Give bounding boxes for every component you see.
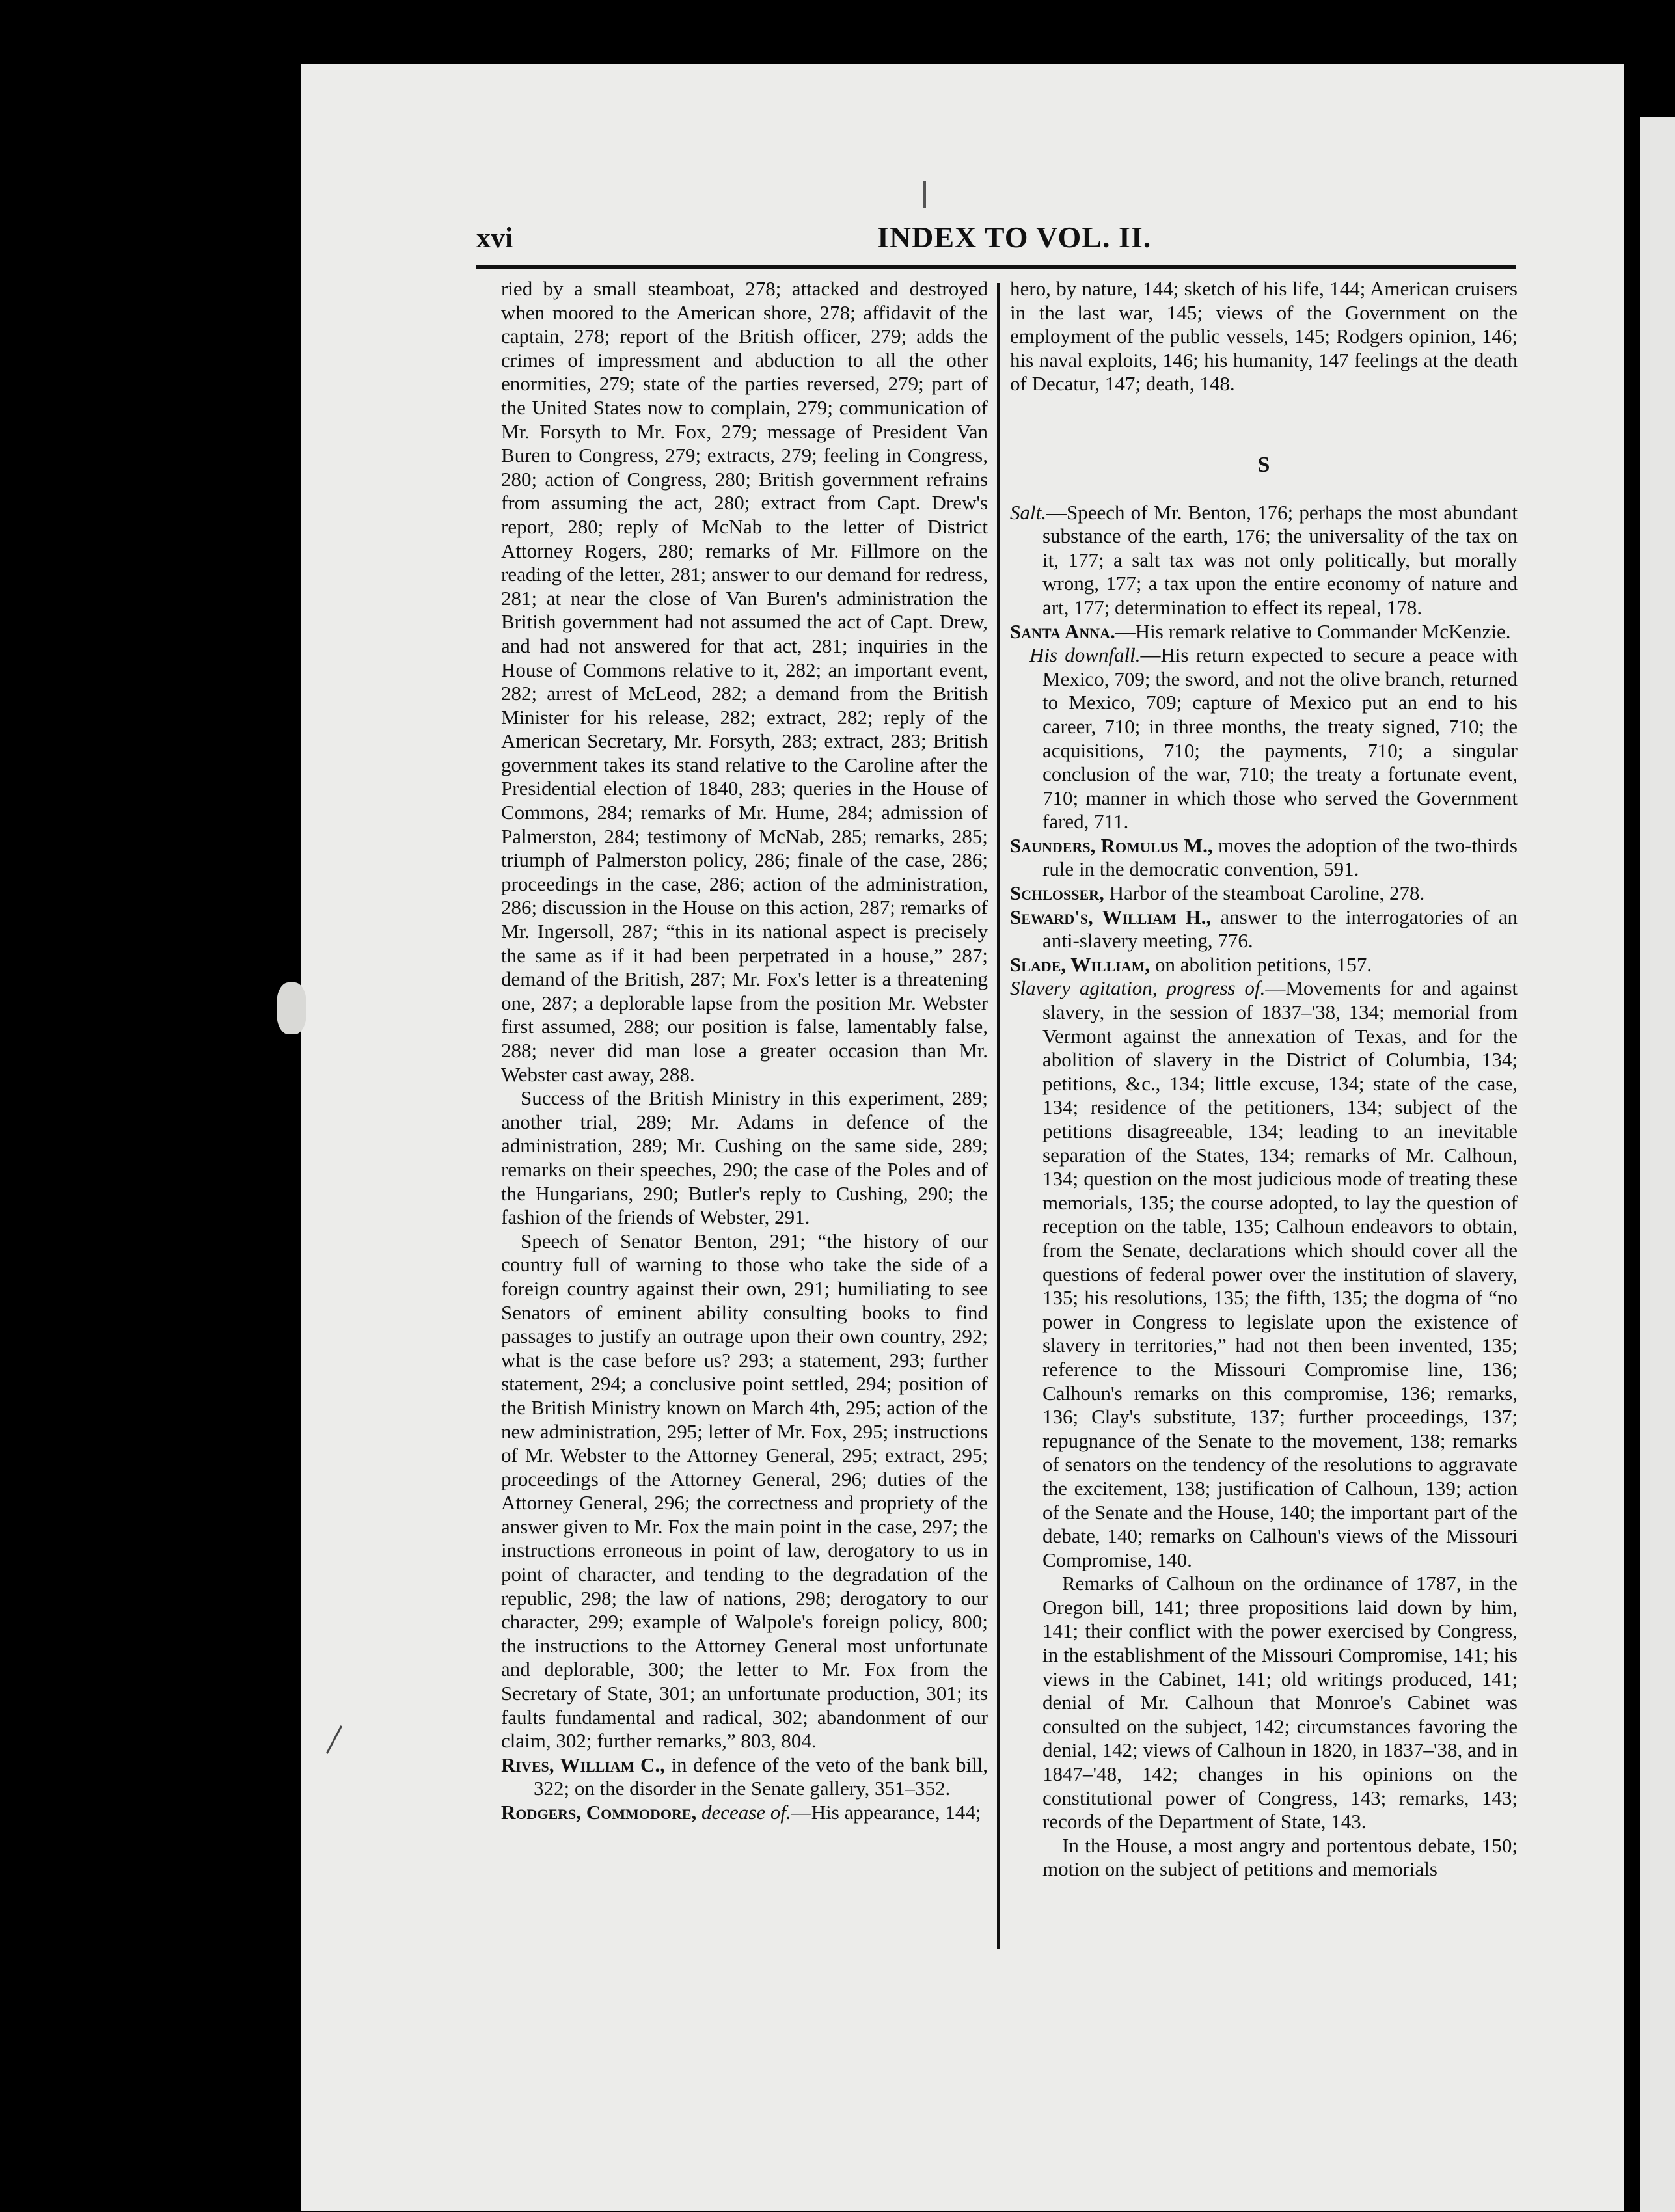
index-entry-slavery — [1010, 977, 1518, 1572]
entry-body: —His appearance, 144; — [791, 1801, 981, 1824]
entry-heading: His downfall. — [1029, 643, 1141, 667]
entry-body: —His return expected to secure a peace with Mexico, 709; the sword, and not the olive branch, returned to Mexico, 709; capture of Mexico put an end to his career, 710; in three months, the treaty signed, 710; the acquisitions, 710; the payments, 710; a singular conclusion of the war, 710; the treaty a fortunate event, 710; manner in which those who served the Government fared, 711. — [1042, 643, 1518, 833]
index-entry-slade — [1010, 953, 1518, 977]
entry-subheading: decease of. — [696, 1801, 791, 1824]
entry-body: on abolition petitions, 157. — [1150, 952, 1372, 976]
entry-heading: Slavery agitation, progress of. — [1010, 977, 1266, 1000]
entry-heading: Saunders, Romulus M., — [1010, 833, 1213, 857]
index-paragraph-speech: Speech of Senator Benton, 291; “the history of our country full of warning to those who take the side of a foreign country against their own, 291; humiliating to see Senators of eminent ability consulting books to find passages to justify an outrage upon their own country, 292; what is the case before us? 293; a statement, 293; further statement, 294; a conclusive point settled, 294; position of the British Ministry known on March 4th, 295; action of the new administration, 295; letter of Mr. Fox, 295; instructions of Mr. Webster to the Attorney General, 295; extract, 295; proceedings of the Attorney General, 296; duties of the Attorney General, 296; the correctness and propriety of the answer given to Mr. Fox the main point in the case, 297; the instructions erroneous in point of law, derogatory to us in point of character, and tending to the degradation of the republic, 298; the law of nations, 298; derogatory to our character, 299; example of Walpole's foreign policy, 800; the instructions to the Attorney General most unfortunate and deplorable, 300; the letter to Mr. Fox from the Secretary of State, 301; an unfortunate production, 301; its faults fundamental and radical, 302; abandonment of our claim, 302; further remarks,” 803, 804. — [501, 1229, 988, 1753]
entry-body: —Movements for and against slavery, in the session of 1837–'38, 134; memorial from Vermont against the annexation of Texas, and for the abolition of slavery in the District of Columbia, 134; petitions, &c., 134; little excuse, 134; state of the case, 134; residence of the petitioners, 134; subject of the petitions disagreeable, 134; leading to an inevitable separation of the States, 134; remarks of Mr. Calhoun, 134; question on the most judicious mode of treating these memorials, 135; the course adopted, to lay the question of reception on the table, 135; Calhoun endeavors to obtain, from the Senate, declarations which should cover all the questions of federal power over the institution of slavery, 135; his resolutions, 135; the fifth, 135; the dogma of “no power in Congress to legislate upon the existence of slavery in territories,” had not then been invented, 135; reference to the Missouri Compromise line, 136; Calhoun's remarks on this compromise, 136; remarks, 136; Clay's substitute, 137; further proceedings, 137; repugnance of the Senate to the movement, 138; remarks of senators on the tendency of the resolutions to aggravate the excitement, 138; justification of Calhoun, 139; action of the Senate and the House, 140; the important part of the debate, 140; remarks on Calhoun's views of the Missouri Compromise, 140. — [1042, 977, 1518, 1571]
index-continuation-rodgers: hero, by nature, 144; sketch of his life, 144; American cruisers in the last war, 145; views of the Government on the employment of the public vessels, 145; Rodgers opinion, 146; his naval exploits, 146; his humanity, 147 feelings at the death of Decatur, 147; death, 148. — [1010, 277, 1518, 396]
index-entry-santa-anna — [1010, 620, 1518, 644]
entry-body: moves the adoption of the two-thirds rule in the democratic convention, 591. — [1042, 833, 1518, 881]
entry-heading: Schlosser, — [1010, 882, 1104, 905]
entry-body: in defence of the veto of the bank bill, 322; on the disorder in the Senate gallery, 351–352. — [534, 1753, 988, 1800]
entry-heading: Rodgers, Commodore, — [501, 1801, 697, 1824]
index-paragraph-success: Success of the British Ministry in this experiment, 289; another trial, 289; Mr. Adams in defence of the administration, 289; Mr. Cushing on the same side, 289; remarks on their speeches, 290; the case of the Poles and of the Hungarians, 290; Butler's reply to Cushing, 290; the fashion of the friends of Webster, 291. — [501, 1086, 988, 1229]
index-entry-rodgers — [501, 1801, 988, 1825]
index-entry-schlosser — [1010, 882, 1518, 906]
page-header — [0, 221, 1675, 267]
fold-mark — [923, 181, 926, 208]
running-title: INDEX TO VOL. II. — [877, 221, 1152, 254]
entry-heading: Seward's, William H., — [1010, 905, 1212, 928]
entry-body: Harbor of the steamboat Caroline, 278. — [1104, 882, 1425, 905]
index-paragraph-remarks: Remarks of Calhoun on the ordinance of 1787, in the Oregon bill, 141; three propositions laid down by him, 141; their conflict with the power exercised by Congress, in the establishment of the Missouri Compromise, 141; his views in the Cabinet, 141; old writings produced, 141; denial of Mr. Calhoun that Monroe's Cabinet was consulted on the subject, 142; circumstances favoring the denial, 142; views of Calhoun in 1820, in 1837–'38, and in 1847–'48, 142; changes in his opinions on the constitutional power of Congress, 143; remarks, 143; records of the Department of State, 143. — [1042, 1572, 1518, 1833]
index-entry-rives — [501, 1753, 988, 1801]
index-paragraph-house: In the House, a most angry and portentous debate, 150; motion on the subject of petitions and memorials — [1042, 1833, 1518, 1881]
index-entry-salt — [1010, 501, 1518, 620]
entry-heading: Slade, William, — [1010, 952, 1151, 976]
index-continuation-paragraph: ried by a small steamboat, 278; attacked and destroyed when moored to the American shore, 278; affidavit of the captain, 278; report of the British officer, 279; adds the crimes of impressment and abduction to all the other enormities, 279; state of the parties reversed, 279; part of the United States now to complain, 279; communication of Mr. Forsyth to Mr. Fox, 279; message of President Van Buren to Congress, 279; extracts, 279; feeling in Congress, 280; action of Congress, 280; British government refrains from assuming the act, 280; extract from Capt. Drew's report, 280; reply of McNab to the letter of District Attorney Rogers, 280; remarks of Mr. Fillmore on the reading of the letter, 281; answer to our demand for redress, 281; at near the close of Van Buren's administration the British government had not assumed the act of Capt. Drew, and had not answered for that act, 281; inquiries in the House of Commons relative to it, 282; an important event, 282; arrest of McLeod, 282; a demand from the British Minister for his release, 282; extract, 282; reply of the American Secretary, Mr. Forsyth, 283; extract, 283; British government takes its stand relative to the Caroline after the Presidential election of 1840, 283; queries in the House of Commons, 284; remarks of Mr. Hume, 284; admission of Palmerston, 284; testimony of McNab, 285; remarks, 285; triumph of Palmerston policy, 286; finale of the case, 286; proceedings in the case, 286; action of the administration, 286; discussion in the House on this action, 287; remarks of Mr. Ingersoll, 287; “this in its national aspect is precisely the same as if it had been perpetrated in a house,” 287; demand of the British, 287; Mr. Fox's letter is a threatening one, 287; a deplorable lapse from the position Mr. Webster first assumed, 288; our position is false, lamentably false, 288; never did man lose a greater occasion than Mr. Webster cast away, 288. — [501, 277, 988, 1086]
entry-heading: Rives, William C., — [501, 1753, 665, 1776]
page-number: xvi — [476, 222, 513, 254]
entry-heading: Santa Anna. — [1010, 619, 1115, 643]
entry-body: —His remark relative to Commander McKenzie. — [1115, 619, 1511, 643]
index-entry-seward — [1010, 906, 1518, 953]
facing-page-edge — [1640, 117, 1675, 2212]
index-entry-saunders — [1010, 834, 1518, 882]
paper-blemish — [277, 982, 306, 1034]
index-subentry-downfall — [1010, 643, 1518, 834]
entry-heading: Salt. — [1010, 500, 1046, 524]
section-letter: S — [1257, 452, 1270, 477]
column-divider — [997, 283, 1000, 1949]
entry-body: answer to the interrogatories of an anti-slavery meeting, 776. — [1042, 905, 1518, 952]
right-column — [1010, 277, 1518, 1882]
header-rule — [476, 265, 1516, 269]
entry-body: —Speech of Mr. Benton, 176; perhaps the most abundant substance of the earth, 176; the universality of the tax on it, 177; a salt tax was not only politically, but morally wrong, 177; a tax upon the entire economy of nature and art, 177; determination to effect its repeal, 178. — [1042, 500, 1518, 619]
left-column — [501, 277, 988, 1825]
